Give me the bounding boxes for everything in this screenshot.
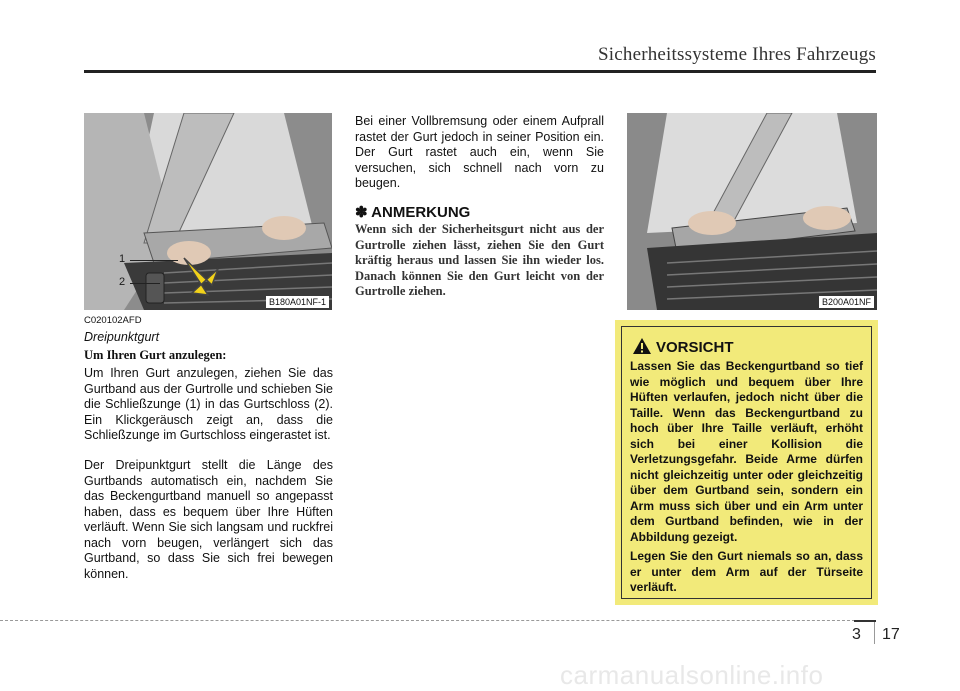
callout-2: 2 (119, 276, 126, 288)
body-paragraph-1: Um Ihren Gurt anzulegen, ziehen Sie das Gurtband aus der Gurtrolle und schieben Sie die Schließzunge (1) in das Gurtschloss (2). Ein Klickgeräusch zeigt an, dass die Schließzunge im Gurtschloss eingerastet ist. (84, 366, 333, 442)
footer-dashed-rule (0, 620, 860, 621)
figure-label: B200A01NF (819, 296, 874, 308)
figure-lap-belt-illustration (627, 113, 877, 310)
warning-box-border (621, 326, 872, 599)
section-subtitle: Dreipunktgurt (84, 330, 160, 344)
page-header-title: Sicherheitssysteme Ihres Fahrzeugs (597, 44, 876, 65)
callout-line-1 (130, 260, 178, 261)
warning-title: VORSICHT (656, 339, 734, 356)
warning-paragraph-1: Lassen Sie das Beckengurtband so tief wie möglich und bequem über Ihre Hüften verlaufen, jedoch nicht über die Taille. Wenn das Beckengurtband zu hoch über Ihre Taille verläuft, erhöht sich bei einer Kollision die Verletzungsgefahr. Beide Arme dürfen nicht gleichzeitig unter oder gleichzeitig über dem Gurtband sein, sondern ein Arm muss sich über und ein Arm unter dem Gurtband befinden, wie in der Abbildung gezeigt. (630, 359, 863, 544)
warning-box (615, 320, 878, 605)
chapter-number: 3 (852, 626, 861, 643)
warning-triangle-icon (632, 337, 652, 355)
section-code: C020102AFD (84, 315, 142, 326)
callout-1: 1 (119, 253, 126, 265)
warning-paragraph-2: Legen Sie den Gurt niemals so an, dass er unter dem Arm auf der Türseite verläuft. (630, 549, 863, 594)
note-title: ✽ ANMERKUNG (355, 204, 471, 221)
watermark: carmanualsonline.info (560, 660, 824, 690)
body-paragraph-2: Der Dreipunktgurt stellt die Länge des Gurtbands automatisch ein, nachdem Sie das Beckengurtband manuell so angepasst haben, dass es bequem über Ihre Hüften verläuft. Wenn Sie sich langsam und ruckfrei nach vorn beugen, verlängert sich das Gurtband, so dass Sie sich frei bewegen können. (84, 458, 333, 581)
page-number: 17 (882, 626, 900, 643)
callout-line-2 (130, 283, 160, 284)
lead-heading: Um Ihren Gurt anzulegen: (84, 348, 227, 362)
figure-seatbelt-buckle (84, 113, 332, 310)
note-body: Wenn sich der Sicherheitsgurt nicht aus der Gurtrolle ziehen lässt, ziehen Sie den Gurt kräftig heraus und lassen Sie ihn wieder los. Danach können Sie den Gurt leicht von der Gurtrolle ziehen. (355, 222, 604, 298)
warning-text (630, 359, 863, 600)
footer-rule (854, 620, 876, 622)
header-rule (84, 70, 876, 73)
figure-lap-belt (627, 113, 877, 310)
page-separator (874, 622, 875, 644)
figure-label: B180A01NF-1 (266, 296, 329, 308)
body-paragraph-3: Bei einer Vollbremsung oder einem Aufprall rastet der Gurt jedoch in seiner Position ein. Der Gurt rastet auch ein, wenn Sie versuchen, sich schnell nach vorn zu beugen. (355, 114, 604, 190)
